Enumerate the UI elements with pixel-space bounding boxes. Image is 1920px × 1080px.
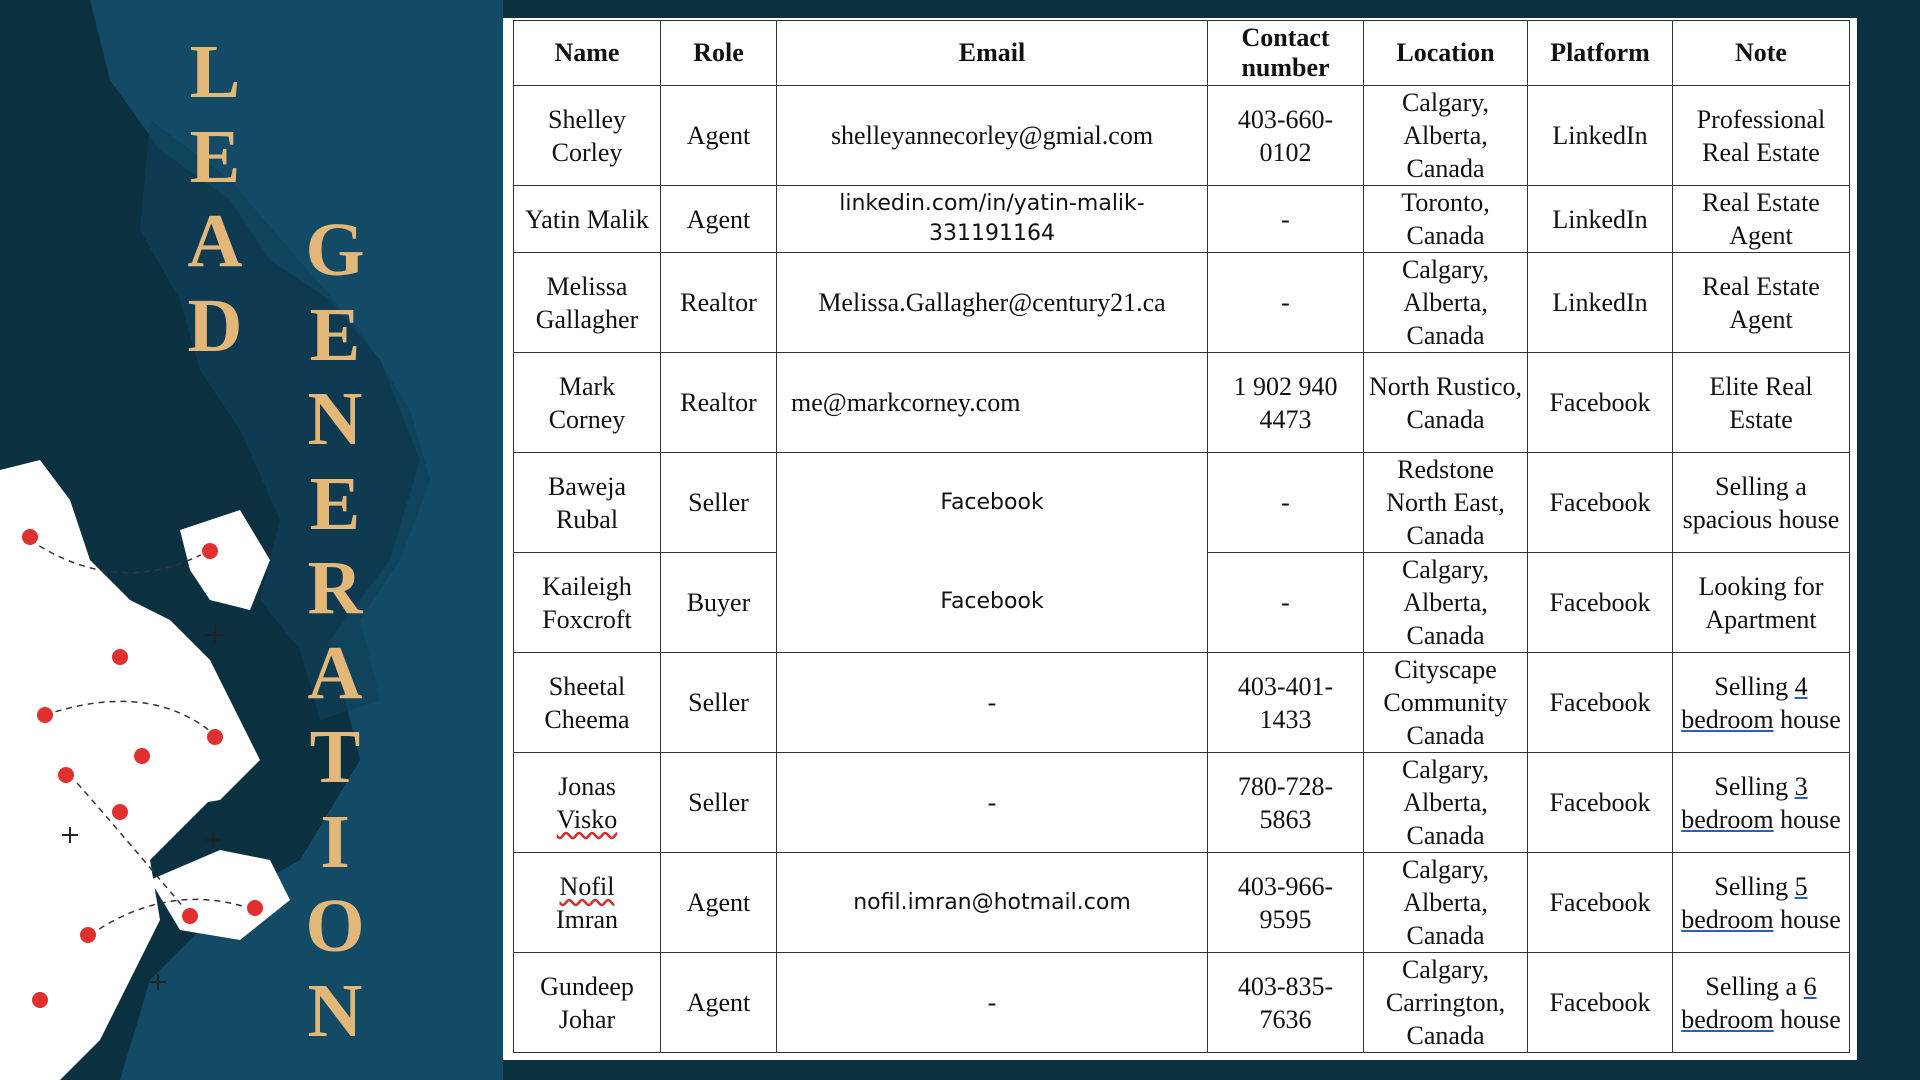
table-row <box>514 953 1850 1053</box>
cell-email: linkedin.com/in/yatin-malik-331191164 <box>777 186 1208 253</box>
cell-name: Shelley Corley <box>514 86 661 186</box>
cell-location: Calgary, Carrington, Canada <box>1364 953 1528 1053</box>
cell-role: Seller <box>661 753 777 853</box>
title-letter: N <box>307 377 363 461</box>
cell-platform: LinkedIn <box>1528 186 1673 253</box>
cell-platform: Facebook <box>1528 753 1673 853</box>
cell-note: Selling a spacious house <box>1673 453 1850 553</box>
cell-location: Calgary, Alberta, Canada <box>1364 553 1528 653</box>
cell-contact: 1 902 940 4473 <box>1208 353 1364 453</box>
cell-contact: 780-728-5863 <box>1208 753 1364 853</box>
cell-location: Cityscape Community Canada <box>1364 653 1528 753</box>
cell-email: me@markcorney.com <box>777 353 1208 453</box>
cell-note: Professional Real Estate <box>1673 86 1850 186</box>
cell-location: Redstone North East, Canada <box>1364 453 1528 553</box>
title-letter: I <box>320 799 350 884</box>
cell-email: - <box>777 953 1208 1053</box>
leads-table-container <box>503 18 1857 1060</box>
note-pre: Selling <box>1714 671 1795 701</box>
cell-contact: - <box>1208 453 1364 553</box>
cell-note <box>1673 953 1850 1053</box>
cell-email: Facebook <box>777 553 1208 653</box>
cell-contact: 403-401-1433 <box>1208 653 1364 753</box>
table-row <box>514 853 1850 953</box>
title-letter: R <box>307 546 363 630</box>
cell-email: - <box>777 653 1208 753</box>
header-role: Role <box>661 21 777 86</box>
table-row <box>514 653 1850 753</box>
cell-location: Calgary, Alberta, Canada <box>1364 753 1528 853</box>
cell-platform: LinkedIn <box>1528 86 1673 186</box>
header-name: Name <box>514 21 661 86</box>
note-link: 5 bedroom <box>1681 871 1808 934</box>
cell-contact: 403-660-0102 <box>1208 86 1364 186</box>
table-row <box>514 553 1850 653</box>
note-post: house <box>1773 1004 1841 1034</box>
table-header-row <box>514 21 1850 86</box>
cell-platform: Facebook <box>1528 553 1673 653</box>
leads-table <box>513 20 1850 1053</box>
note-post: house <box>1773 904 1841 934</box>
title-letter: L <box>189 30 241 114</box>
cell-name: Baweja Rubal <box>514 453 661 553</box>
table-row <box>514 186 1850 253</box>
cell-location: Toronto, Canada <box>1364 186 1528 253</box>
cell-note: Real Estate Agent <box>1673 186 1850 253</box>
cell-note: Real Estate Agent <box>1673 253 1850 353</box>
cell-email: nofil.imran@hotmail.com <box>777 853 1208 953</box>
cell-email: shelleyannecorley@gmial.com <box>777 86 1208 186</box>
cell-role: Seller <box>661 453 777 553</box>
cell-name: Melissa Gallagher <box>514 253 661 353</box>
cell-name <box>514 853 661 953</box>
note-pre: Selling a <box>1705 971 1804 1001</box>
cell-role: Agent <box>661 853 777 953</box>
cell-email: Facebook <box>777 453 1208 553</box>
cell-contact: - <box>1208 253 1364 353</box>
title-letter: E <box>189 114 241 199</box>
cell-location: Calgary, Alberta, Canada <box>1364 86 1528 186</box>
table-row <box>514 453 1850 553</box>
cell-platform: Facebook <box>1528 453 1673 553</box>
cell-note: Elite Real Estate <box>1673 353 1850 453</box>
title-letter: N <box>307 968 363 1053</box>
table-row <box>514 753 1850 853</box>
cell-role: Realtor <box>661 353 777 453</box>
table-row <box>514 86 1850 186</box>
cell-name: Kaileigh Foxcroft <box>514 553 661 653</box>
cell-name <box>514 753 661 853</box>
cell-role: Agent <box>661 86 777 186</box>
title-letter: A <box>187 199 243 283</box>
note-post: house <box>1773 804 1841 834</box>
cell-platform: LinkedIn <box>1528 253 1673 353</box>
title-letter: A <box>307 630 363 715</box>
name-last: Imran <box>555 904 619 934</box>
cell-location: Calgary, Alberta, Canada <box>1364 853 1528 953</box>
cell-name: Yatin Malik <box>514 186 661 253</box>
title-letter: D <box>187 283 243 368</box>
name-first: Jonas <box>558 771 616 801</box>
cell-role: Seller <box>661 653 777 753</box>
cell-note <box>1673 753 1850 853</box>
header-email: Email <box>777 21 1208 86</box>
cell-role: Buyer <box>661 553 777 653</box>
title-letter: E <box>309 292 361 377</box>
note-link: 6 bedroom <box>1681 971 1817 1034</box>
header-contact: Contact number <box>1208 21 1364 86</box>
cell-name: Gundeep Johar <box>514 953 661 1053</box>
cell-role: Agent <box>661 186 777 253</box>
header-location: Location <box>1364 21 1528 86</box>
title-letter: O <box>305 884 365 968</box>
title-lead <box>165 30 265 368</box>
note-link: 3 bedroom <box>1681 771 1808 834</box>
cell-note <box>1673 853 1850 953</box>
cell-role: Realtor <box>661 253 777 353</box>
cell-contact: 403-835-7636 <box>1208 953 1364 1053</box>
title-letter: E <box>309 461 361 546</box>
cell-email: - <box>777 753 1208 853</box>
title-letter: T <box>309 715 361 799</box>
table-row <box>514 353 1850 453</box>
cell-name: Mark Corney <box>514 353 661 453</box>
note-post: house <box>1773 704 1841 734</box>
name-last: Visko <box>556 804 618 834</box>
cell-location: Calgary, Alberta, Canada <box>1364 253 1528 353</box>
name-first: Nofil <box>559 871 615 901</box>
note-link: 4 bedroom <box>1681 671 1808 734</box>
header-note: Note <box>1673 21 1850 86</box>
cell-contact: - <box>1208 553 1364 653</box>
cell-platform: Facebook <box>1528 353 1673 453</box>
cell-platform: Facebook <box>1528 853 1673 953</box>
decorative-panel <box>0 0 503 1080</box>
cell-note <box>1673 653 1850 753</box>
cell-platform: Facebook <box>1528 653 1673 753</box>
note-pre: Selling <box>1714 871 1795 901</box>
table-row <box>514 253 1850 353</box>
cell-name: Sheetal Cheema <box>514 653 661 753</box>
title-generation <box>285 208 385 1053</box>
note-pre: Selling <box>1714 771 1795 801</box>
cell-role: Agent <box>661 953 777 1053</box>
cell-contact: 403-966-9595 <box>1208 853 1364 953</box>
cell-email: Melissa.Gallagher@century21.ca <box>777 253 1208 353</box>
title-letter: G <box>305 208 365 292</box>
cell-contact: - <box>1208 186 1364 253</box>
cell-platform: Facebook <box>1528 953 1673 1053</box>
header-platform: Platform <box>1528 21 1673 86</box>
cell-note: Looking for Apartment <box>1673 553 1850 653</box>
cell-location: North Rustico, Canada <box>1364 353 1528 453</box>
